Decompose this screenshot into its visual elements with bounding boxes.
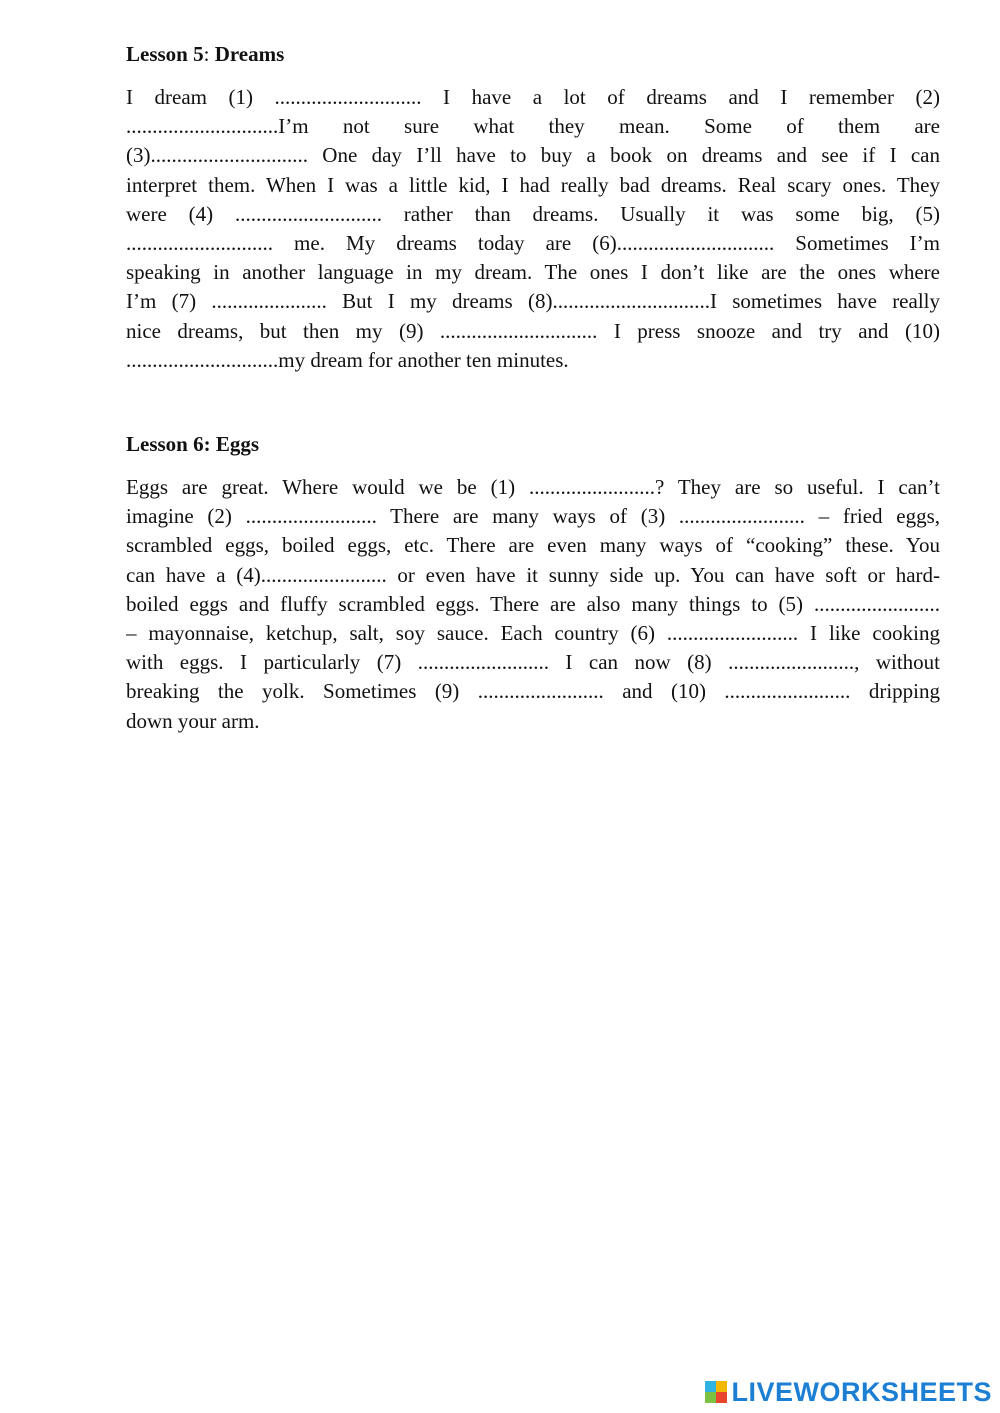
passage-line: ............................ me. My dreams today are (6).............................. Sometimes I’m xyxy=(126,231,940,256)
passage-line: – mayonnaise, ketchup, salt, soy sauce. Each country (6) ......................... I like cooking xyxy=(126,621,940,646)
passage-line: (3).............................. One day I’ll have to buy a book on dreams and see if I can xyxy=(126,143,940,168)
passage-line: breaking the yolk. Sometimes (9) ........................ and (10) ........................ dripping xyxy=(126,679,940,704)
passage-line: .............................my dream for another ten minutes. xyxy=(126,347,569,372)
passage-line: scrambled eggs, boiled eggs, etc. There are even many ways of “cooking” these. You xyxy=(126,533,940,558)
lesson-6-section xyxy=(126,430,940,736)
lesson-5-title-name: Dreams xyxy=(214,42,285,66)
passage-line: were (4) ............................ rather than dreams. Usually it was some big, (5) xyxy=(126,201,940,226)
passage-line: speaking in another language in my dream. The ones I don’t like are the ones where xyxy=(126,260,940,285)
passage-line: .............................I’m not sure what they mean. Some of them are xyxy=(126,114,940,139)
passage-line: down your arm. xyxy=(126,708,260,733)
lesson-5-title-prefix: Lesson 5 xyxy=(126,42,204,66)
lesson-5-section xyxy=(126,40,940,375)
passage-line: I dream (1) ............................ I have a lot of dreams and I remember (2) xyxy=(126,85,940,109)
logo-text: LIVEWORKSHEETS xyxy=(731,1377,992,1407)
passage-line: Eggs are great. Where would we be (1) ........................? They are so useful. I can’t xyxy=(126,475,940,499)
liveworksheets-logo-icon xyxy=(705,1381,727,1403)
liveworksheets-logo[interactable] xyxy=(705,1375,992,1409)
passage-line: can have a (4)........................ or even have it sunny side up. You can have soft or hard- xyxy=(126,562,940,587)
passage-line: interpret them. When I was a little kid, I had really bad dreams. Real scary ones. They xyxy=(126,172,940,197)
lesson-6-title: Lesson 6: Eggs xyxy=(126,432,260,456)
lesson-6-passage xyxy=(126,473,940,736)
lesson-5-passage xyxy=(126,83,940,375)
passage-line: with eggs. I particularly (7) ......................... I can now (8) ........................, without xyxy=(126,650,940,675)
lesson-5-title-colon: : xyxy=(203,42,210,66)
passage-line: boiled eggs and fluffy scrambled eggs. There are also many things to (5) ........................ xyxy=(126,591,940,616)
passage-line: imagine (2) ......................... There are many ways of (3) ........................ – fried eggs, xyxy=(126,504,940,529)
lesson-5-title xyxy=(126,40,940,69)
passage-line: I’m (7) ...................... But I my dreams (8)..............................I sometimes have really xyxy=(126,289,940,314)
passage-line: nice dreams, but then my (9) .............................. I press snooze and try and (10) xyxy=(126,318,940,343)
